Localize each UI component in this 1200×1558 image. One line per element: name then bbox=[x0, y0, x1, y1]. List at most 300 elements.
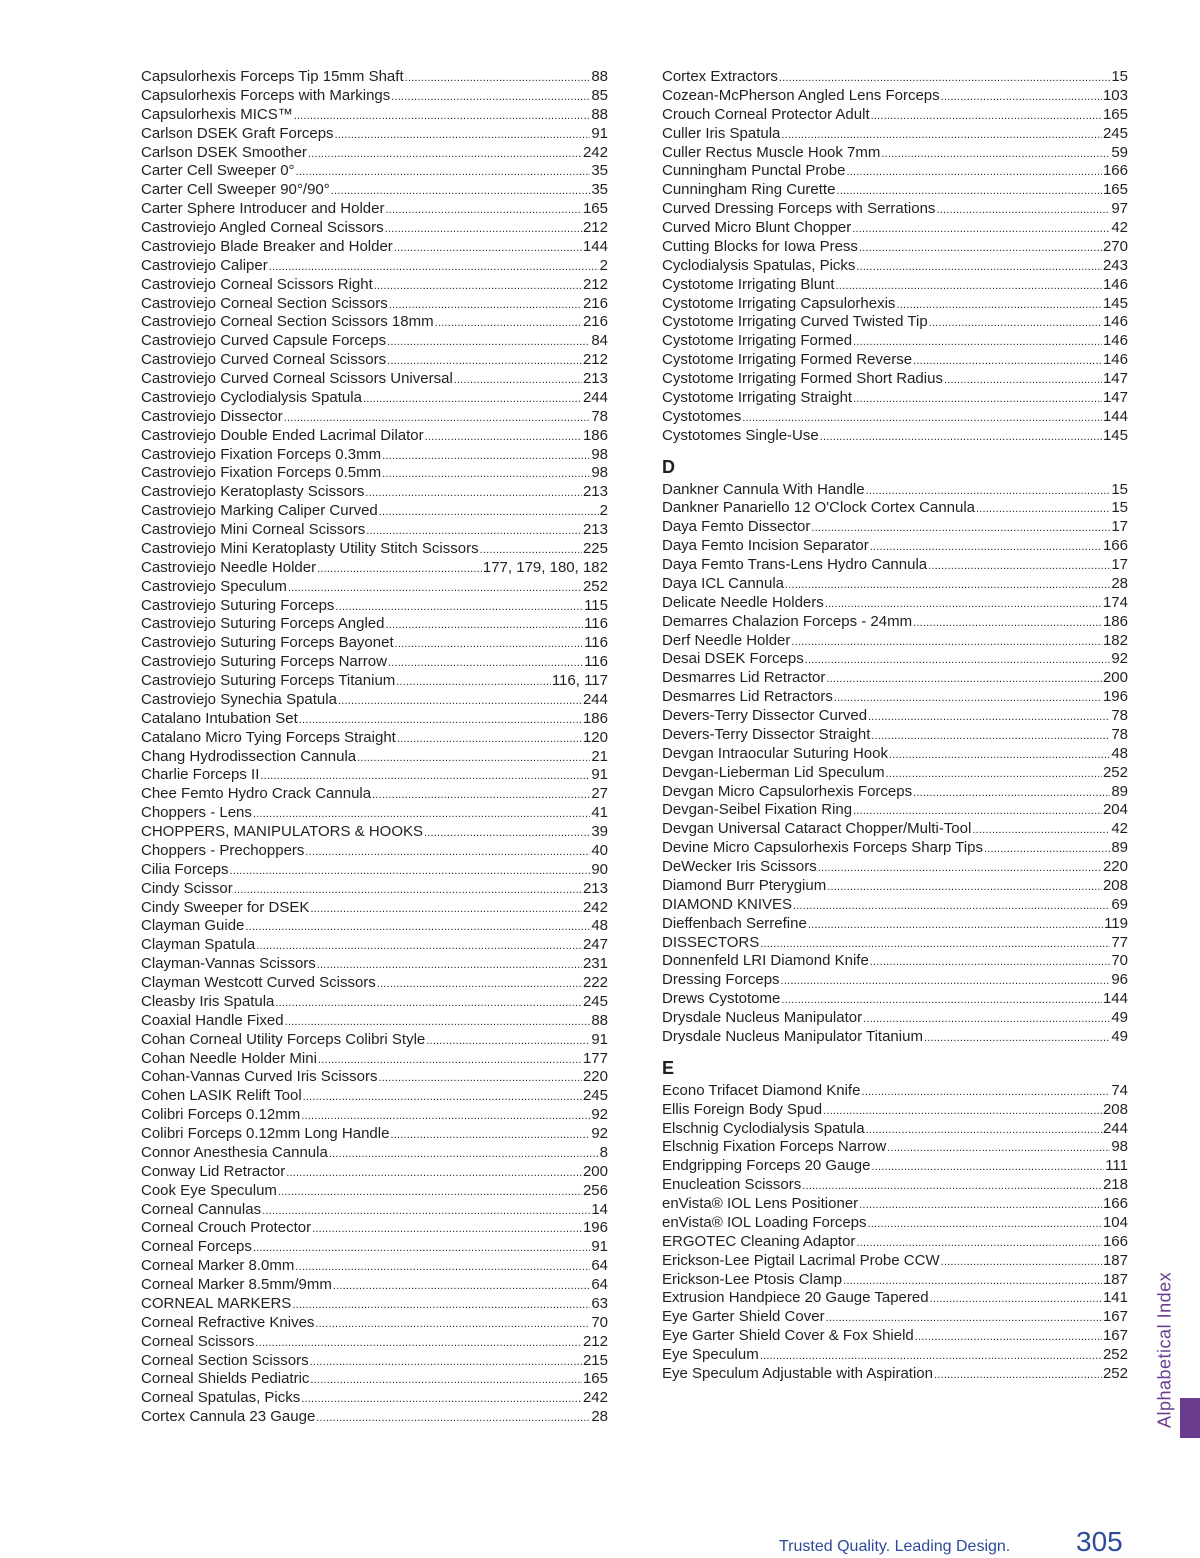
index-entry-name: Corneal Forceps bbox=[141, 1238, 252, 1256]
index-entry-page: 98 bbox=[1111, 1138, 1128, 1156]
index-entry-page: 96 bbox=[1111, 971, 1128, 989]
index-entry-name: Drews Cystotome bbox=[662, 990, 781, 1008]
index-entry-name: Cutting Blocks for Iowa Press bbox=[662, 237, 858, 255]
index-entry-page: 116 bbox=[584, 615, 608, 633]
dot-leader bbox=[284, 409, 591, 427]
index-entry-name: Castroviejo Dissector bbox=[141, 407, 283, 425]
index-entry-page: 63 bbox=[591, 1294, 608, 1312]
dot-leader bbox=[317, 560, 482, 578]
index-entry-name: Daya Femto Incision Separator bbox=[662, 537, 869, 555]
index-entry bbox=[141, 332, 608, 351]
index-entry-page: 146 bbox=[1102, 332, 1128, 350]
index-entry bbox=[141, 1144, 608, 1163]
index-entry bbox=[662, 1252, 1128, 1271]
dot-leader bbox=[760, 1347, 1102, 1365]
index-entry bbox=[662, 1101, 1128, 1120]
index-entry-page: 216 bbox=[582, 294, 608, 312]
dot-leader bbox=[363, 390, 582, 408]
dot-leader bbox=[781, 126, 1102, 144]
index-entry-name: Cilia Forceps bbox=[141, 860, 229, 878]
index-entry-name: Choppers - Lens bbox=[141, 804, 252, 822]
dot-leader bbox=[861, 1083, 1110, 1101]
index-entry bbox=[141, 200, 608, 219]
index-entry-page: 245 bbox=[582, 1087, 608, 1105]
index-entry-name: Castroviejo Synechia Spatula bbox=[141, 690, 337, 708]
index-entry-page: 147 bbox=[1102, 370, 1128, 387]
index-entry-page: 92 bbox=[591, 1106, 608, 1124]
index-entry bbox=[662, 877, 1128, 896]
index-entry-name: Eye Speculum Adjustable with Aspiration bbox=[662, 1364, 933, 1382]
index-entry bbox=[141, 842, 608, 861]
index-entry-name: Cystotome Irrigating Blunt bbox=[662, 275, 835, 293]
index-entry-page: 166 bbox=[1102, 162, 1128, 180]
index-entry-name: Dankner Cannula With Handle bbox=[662, 480, 865, 498]
dot-leader bbox=[781, 972, 1111, 990]
index-entry-page: 15 bbox=[1111, 480, 1128, 498]
index-entry-name: Cohan Needle Holder Mini bbox=[141, 1049, 317, 1067]
index-entry bbox=[662, 68, 1128, 87]
index-entry bbox=[662, 200, 1128, 219]
dot-leader bbox=[372, 786, 590, 804]
index-entry-name: Castroviejo Caliper bbox=[141, 256, 268, 274]
dot-leader bbox=[760, 935, 1110, 953]
section-side-label: Alphabetical Index bbox=[1154, 1271, 1175, 1429]
dot-leader bbox=[929, 314, 1102, 332]
index-entry bbox=[662, 295, 1128, 314]
index-entry bbox=[141, 1370, 608, 1389]
index-entry-page: 208 bbox=[1102, 876, 1128, 894]
index-entry bbox=[662, 1308, 1128, 1327]
index-entry-page: 64 bbox=[591, 1276, 608, 1293]
dot-leader bbox=[234, 881, 582, 899]
index-entry bbox=[141, 578, 608, 597]
index-entry-name: Corneal Scissors bbox=[141, 1332, 255, 1350]
section-side-tab bbox=[1180, 1398, 1200, 1438]
index-entry-name: Clayman-Vannas Scissors bbox=[141, 955, 316, 973]
index-entry-page: 35 bbox=[591, 181, 608, 199]
index-entry-name: Cystotomes bbox=[662, 407, 742, 425]
index-entry-name: Clayman Spatula bbox=[141, 936, 256, 954]
index-entry bbox=[141, 125, 608, 144]
dot-leader bbox=[856, 1234, 1102, 1252]
index-entry-page: 213 bbox=[582, 521, 608, 538]
footer-tagline: Trusted Quality. Leading Design. bbox=[779, 1538, 1011, 1555]
index-entry-page: 48 bbox=[591, 917, 608, 935]
dot-leader bbox=[335, 126, 591, 144]
index-entry bbox=[662, 144, 1128, 163]
dot-leader bbox=[934, 1366, 1102, 1384]
dot-leader bbox=[781, 991, 1102, 1009]
index-entry-page: 252 bbox=[1102, 1346, 1128, 1363]
index-entry-page: 222 bbox=[582, 974, 608, 991]
index-entry bbox=[662, 1271, 1128, 1290]
dot-leader bbox=[972, 821, 1110, 839]
dot-leader bbox=[305, 843, 590, 861]
index-entry-name: DIAMOND KNIVES bbox=[662, 895, 793, 913]
index-entry-name: Castroviejo Fixation Forceps 0.3mm bbox=[141, 445, 382, 463]
dot-leader bbox=[915, 1328, 1102, 1346]
dot-leader bbox=[296, 163, 591, 181]
dot-leader bbox=[260, 767, 590, 785]
index-entry-name: Dieffenbach Serrefine bbox=[662, 914, 807, 932]
index-entry bbox=[141, 351, 608, 370]
dot-leader bbox=[379, 503, 599, 521]
index-entry-page: 216 bbox=[582, 313, 608, 331]
index-entry bbox=[141, 295, 608, 314]
dot-leader bbox=[886, 765, 1102, 783]
dot-leader bbox=[802, 1177, 1102, 1195]
index-entry bbox=[141, 1163, 608, 1182]
index-entry bbox=[141, 1050, 608, 1069]
index-entry bbox=[662, 1346, 1128, 1365]
index-entry bbox=[141, 1295, 608, 1314]
index-entry-page: 116, 117 bbox=[551, 672, 608, 689]
index-entry bbox=[141, 597, 608, 616]
index-entry-page: 84 bbox=[591, 332, 608, 350]
index-entry-name: Castroviejo Corneal Section Scissors 18mm bbox=[141, 313, 434, 331]
index-entry-page: 98 bbox=[591, 445, 608, 463]
index-entry-name: Cystotome Irrigating Capsulorhexis bbox=[662, 294, 896, 312]
index-entry bbox=[141, 1389, 608, 1408]
index-entry bbox=[141, 729, 608, 748]
index-entry-name: Devers-Terry Dissector Curved bbox=[662, 707, 868, 724]
index-entry bbox=[141, 483, 608, 502]
index-entry bbox=[662, 276, 1128, 295]
index-entry-name: Cystotome Irrigating Curved Twisted Tip bbox=[662, 313, 928, 331]
dot-leader bbox=[425, 428, 582, 446]
index-entry bbox=[141, 1333, 608, 1352]
index-entry bbox=[662, 783, 1128, 802]
index-entry-page: 213 bbox=[582, 370, 608, 387]
index-entry bbox=[141, 917, 608, 936]
index-entry bbox=[662, 1195, 1128, 1214]
index-entry bbox=[662, 745, 1128, 764]
index-entry bbox=[141, 87, 608, 106]
index-entry-name: Capsulorhexis Forceps with Markings bbox=[141, 86, 391, 104]
index-entry-name: DISSECTORS bbox=[662, 933, 760, 951]
index-entry-page: 15 bbox=[1111, 499, 1128, 517]
index-entry-page: 146 bbox=[1102, 275, 1128, 293]
index-entry-name: Devgan Micro Capsulorhexis Forceps bbox=[662, 782, 913, 800]
dot-leader bbox=[382, 447, 590, 465]
index-entry-name: Castroviejo Suturing Forceps bbox=[141, 596, 335, 614]
dot-leader bbox=[870, 953, 1111, 971]
index-entry bbox=[141, 389, 608, 408]
index-entry-page: 88 bbox=[591, 68, 608, 85]
index-entry bbox=[141, 766, 608, 785]
dot-leader bbox=[387, 352, 582, 370]
dot-leader bbox=[941, 88, 1102, 106]
index-entry-name: enVista® IOL Lens Positioner bbox=[662, 1195, 859, 1212]
index-entry-page: 39 bbox=[591, 823, 608, 840]
index-entry bbox=[141, 861, 608, 880]
dot-leader bbox=[913, 352, 1102, 370]
index-entry-name: Cohen LASIK Relift Tool bbox=[141, 1087, 302, 1105]
index-entry-name: Desai DSEK Forceps bbox=[662, 650, 804, 668]
index-entry bbox=[141, 804, 608, 823]
index-entry-page: 213 bbox=[582, 879, 608, 897]
index-entry bbox=[662, 839, 1128, 858]
index-entry-page: 78 bbox=[1111, 707, 1128, 724]
index-entry-page: 97 bbox=[1111, 200, 1128, 218]
index-entry bbox=[662, 313, 1128, 332]
index-entry-name: Culler Rectus Muscle Hook 7mm bbox=[662, 143, 881, 161]
dot-leader bbox=[852, 220, 1110, 238]
dot-leader bbox=[928, 557, 1110, 575]
index-entry-page: 111 bbox=[1105, 1157, 1128, 1175]
index-entry-name: Devgan Intraocular Suturing Hook bbox=[662, 744, 888, 762]
index-entry-page: 88 bbox=[591, 1011, 608, 1029]
index-entry-name: Drysdale Nucleus Manipulator Titanium bbox=[662, 1027, 923, 1045]
index-entry bbox=[141, 502, 608, 521]
dot-leader bbox=[976, 500, 1110, 518]
index-entry-page: 144 bbox=[582, 237, 608, 255]
index-entry-page: 147 bbox=[1102, 388, 1128, 406]
index-entry-page: 167 bbox=[1102, 1327, 1128, 1345]
index-entry-page: 17 bbox=[1111, 518, 1128, 536]
dot-leader bbox=[859, 1196, 1102, 1214]
dot-leader bbox=[292, 1296, 590, 1314]
dot-leader bbox=[866, 1121, 1102, 1139]
dot-leader bbox=[818, 859, 1102, 877]
index-entry-page: 146 bbox=[1102, 351, 1128, 369]
index-entry-name: Charlie Forceps II bbox=[141, 766, 260, 784]
index-entry-name: Devine Micro Capsulorhexis Forceps Sharp Tips bbox=[662, 839, 983, 857]
dot-leader bbox=[742, 409, 1102, 427]
index-entry bbox=[662, 915, 1128, 934]
index-entry-name: Ellis Foreign Body Spud bbox=[662, 1100, 823, 1118]
index-entry bbox=[662, 1233, 1128, 1252]
dot-leader bbox=[331, 182, 591, 200]
index-entry-name: Castroviejo Needle Holder bbox=[141, 558, 317, 576]
index-entry-page: 27 bbox=[591, 785, 608, 803]
index-entry-page: 98 bbox=[591, 464, 608, 482]
dot-leader bbox=[984, 840, 1110, 858]
index-entry-name: Castroviejo Curved Capsule Forceps bbox=[141, 332, 387, 350]
index-entry bbox=[662, 408, 1128, 427]
index-entry bbox=[662, 764, 1128, 783]
index-entry-page: 165 bbox=[582, 200, 608, 218]
index-entry-name: Clayman Westcott Curved Scissors bbox=[141, 974, 376, 991]
index-entry-page: 103 bbox=[1102, 86, 1128, 104]
index-entry-page: 212 bbox=[582, 351, 608, 369]
index-entry-page: 91 bbox=[591, 124, 608, 142]
index-entry-name: Castroviejo Suturing Forceps Angled bbox=[141, 615, 385, 633]
dot-leader bbox=[310, 900, 582, 918]
index-entry-name: Culler Iris Spatula bbox=[662, 124, 781, 142]
index-entry bbox=[141, 880, 608, 899]
index-entry-page: 17 bbox=[1111, 556, 1128, 573]
index-entry-name: Devgan-Seibel Fixation Ring bbox=[662, 801, 853, 819]
index-entry bbox=[662, 1120, 1128, 1139]
index-entry-page: 116 bbox=[584, 634, 608, 652]
index-entry-page: 15 bbox=[1111, 68, 1128, 85]
index-entry-page: 166 bbox=[1102, 1232, 1128, 1250]
index-entry bbox=[662, 1176, 1128, 1195]
index-entry-name: Castroviejo Corneal Scissors Right bbox=[141, 275, 373, 293]
index-entry-name: Dankner Panariello 12 O'Clock Cortex Cannula bbox=[662, 499, 976, 517]
dot-leader bbox=[856, 258, 1102, 276]
index-entry-page: 245 bbox=[582, 992, 608, 1010]
index-entry-name: Corneal Refractive Knives bbox=[141, 1313, 315, 1331]
index-entry-name: ERGOTEC Cleaning Adaptor bbox=[662, 1232, 856, 1250]
index-entry-page: 186 bbox=[582, 426, 608, 444]
index-entry-name: Cystotome Irrigating Formed Short Radius bbox=[662, 370, 943, 387]
index-entry-name: Econo Trifacet Diamond Knife bbox=[662, 1081, 861, 1099]
index-entry-name: Castroviejo Marking Caliper Curved bbox=[141, 502, 378, 520]
dot-leader bbox=[294, 107, 591, 125]
index-entry-name: DeWecker Iris Scissors bbox=[662, 858, 817, 875]
dot-leader bbox=[391, 88, 590, 106]
index-entry-name: Cystotome Irrigating Formed Reverse bbox=[662, 351, 913, 369]
index-entry-page: 2 bbox=[599, 502, 608, 520]
dot-leader bbox=[388, 654, 583, 672]
index-entry bbox=[662, 594, 1128, 613]
index-entry bbox=[662, 1028, 1128, 1047]
index-entry bbox=[141, 1012, 608, 1031]
index-letter-heading: E bbox=[662, 1057, 675, 1078]
dot-leader bbox=[896, 296, 1102, 314]
dot-leader bbox=[357, 749, 590, 767]
index-entry-name: Castroviejo Corneal Section Scissors bbox=[141, 294, 388, 312]
dot-leader bbox=[793, 897, 1110, 915]
dot-leader bbox=[378, 1069, 581, 1087]
dot-leader bbox=[913, 614, 1102, 632]
dot-leader bbox=[924, 1029, 1110, 1047]
index-entry-page: 225 bbox=[582, 539, 608, 557]
dot-leader bbox=[826, 670, 1102, 688]
index-entry bbox=[141, 993, 608, 1012]
index-entry bbox=[141, 710, 608, 729]
index-entry bbox=[662, 351, 1128, 370]
dot-leader bbox=[394, 239, 582, 257]
index-entry-page: 270 bbox=[1102, 237, 1128, 255]
dot-leader bbox=[944, 371, 1102, 389]
dot-leader bbox=[853, 333, 1102, 351]
index-entry bbox=[141, 1219, 608, 1238]
dot-leader bbox=[913, 784, 1110, 802]
index-entry bbox=[662, 370, 1128, 389]
index-entry-name: Conway Lid Retractor bbox=[141, 1162, 286, 1180]
dot-leader bbox=[868, 708, 1110, 726]
dot-leader bbox=[256, 937, 582, 955]
index-entry bbox=[141, 1087, 608, 1106]
dot-leader bbox=[871, 727, 1110, 745]
index-entry-name: Cystotome Irrigating Straight bbox=[662, 388, 853, 406]
index-entry-name: Eye Garter Shield Cover & Fox Shield bbox=[662, 1327, 914, 1345]
index-entry bbox=[141, 1408, 608, 1427]
dot-leader bbox=[317, 956, 582, 974]
index-entry-page: 35 bbox=[591, 162, 608, 180]
dot-leader bbox=[843, 1272, 1102, 1290]
dot-leader bbox=[377, 975, 582, 993]
index-entry-page: 187 bbox=[1102, 1270, 1128, 1288]
dot-leader bbox=[836, 182, 1102, 200]
index-entry-name: Cook Eye Speculum bbox=[141, 1181, 277, 1199]
index-entry bbox=[141, 181, 608, 200]
index-entry-page: 70 bbox=[591, 1313, 608, 1331]
dot-leader bbox=[805, 651, 1111, 669]
index-entry-name: Elschnig Cyclodialysis Spatula bbox=[662, 1119, 865, 1137]
index-entry-page: 8 bbox=[599, 1143, 608, 1161]
index-entry bbox=[141, 1314, 608, 1333]
dot-leader bbox=[285, 1013, 591, 1031]
index-entry bbox=[141, 785, 608, 804]
index-entry-page: 186 bbox=[1102, 612, 1128, 630]
index-entry-page: 208 bbox=[1102, 1100, 1128, 1118]
index-column-left bbox=[141, 68, 608, 1427]
index-entry bbox=[141, 540, 608, 559]
dot-leader bbox=[390, 1126, 590, 1144]
index-entry bbox=[141, 899, 608, 918]
index-entry-page: 144 bbox=[1102, 990, 1128, 1008]
index-entry-name: Cunningham Punctal Probe bbox=[662, 162, 846, 180]
index-entry bbox=[141, 1276, 608, 1295]
index-entry bbox=[141, 955, 608, 974]
index-entry-name: Connor Anesthesia Cannula bbox=[141, 1143, 328, 1161]
index-entry-name: Catalano Micro Tying Forceps Straight bbox=[141, 728, 396, 746]
index-entry bbox=[141, 936, 608, 955]
dot-leader bbox=[870, 538, 1102, 556]
index-entry-page: 177 bbox=[582, 1049, 608, 1067]
index-entry-name: Castroviejo Cyclodialysis Spatula bbox=[141, 388, 362, 406]
index-entry bbox=[662, 934, 1128, 953]
index-entry-page: 64 bbox=[591, 1257, 608, 1275]
index-entry-name: CORNEAL MARKERS bbox=[141, 1294, 292, 1312]
dot-leader bbox=[365, 484, 582, 502]
dot-leader bbox=[315, 1315, 590, 1333]
index-entry-name: Capsulorhexis Forceps Tip 15mm Shaft bbox=[141, 68, 404, 85]
index-entry-name: Derf Needle Holder bbox=[662, 631, 791, 649]
index-entry-name: Castroviejo Suturing Forceps Titanium bbox=[141, 672, 396, 689]
index-entry-page: 244 bbox=[582, 690, 608, 708]
index-entry-page: 145 bbox=[1102, 294, 1128, 312]
index-entry bbox=[141, 1352, 608, 1371]
index-entry-page: 186 bbox=[582, 709, 608, 727]
dot-leader bbox=[836, 277, 1102, 295]
index-entry-page: 85 bbox=[591, 86, 608, 104]
index-entry-page: 49 bbox=[1111, 1009, 1128, 1026]
dot-leader bbox=[887, 1139, 1110, 1157]
index-entry bbox=[662, 556, 1128, 575]
dot-leader bbox=[253, 805, 590, 823]
index-entry-page: 141 bbox=[1102, 1289, 1128, 1307]
dot-leader bbox=[480, 541, 582, 559]
index-entry-name: Castroviejo Fixation Forceps 0.5mm bbox=[141, 464, 382, 482]
index-entry-page: 89 bbox=[1111, 782, 1128, 800]
index-entry-page: 49 bbox=[1111, 1027, 1128, 1045]
index-entry-page: 247 bbox=[582, 936, 608, 954]
index-entry bbox=[141, 370, 608, 389]
dot-leader bbox=[316, 1409, 590, 1427]
index-entry-name: Chang Hydrodissection Cannula bbox=[141, 747, 357, 765]
index-entry-name: Castroviejo Angled Corneal Scissors bbox=[141, 219, 384, 236]
index-entry bbox=[662, 1138, 1128, 1157]
index-entry bbox=[141, 68, 608, 87]
index-entry bbox=[141, 521, 608, 540]
index-entry-name: Capsulorhexis MICS™ bbox=[141, 105, 293, 123]
index-entry-name: Cyclodialysis Spatulas, Picks bbox=[662, 256, 856, 274]
index-entry bbox=[662, 726, 1128, 745]
index-entry bbox=[662, 87, 1128, 106]
index-entry bbox=[141, 257, 608, 276]
index-entry-name: Cystotomes Single-Use bbox=[662, 426, 819, 444]
index-entry-page: 212 bbox=[582, 275, 608, 293]
index-entry-name: Drysdale Nucleus Manipulator bbox=[662, 1009, 863, 1026]
index-entry-name: Cohan-Vannas Curved Iris Scissors bbox=[141, 1068, 378, 1086]
dot-leader bbox=[868, 1215, 1102, 1233]
index-entry bbox=[141, 1201, 608, 1220]
